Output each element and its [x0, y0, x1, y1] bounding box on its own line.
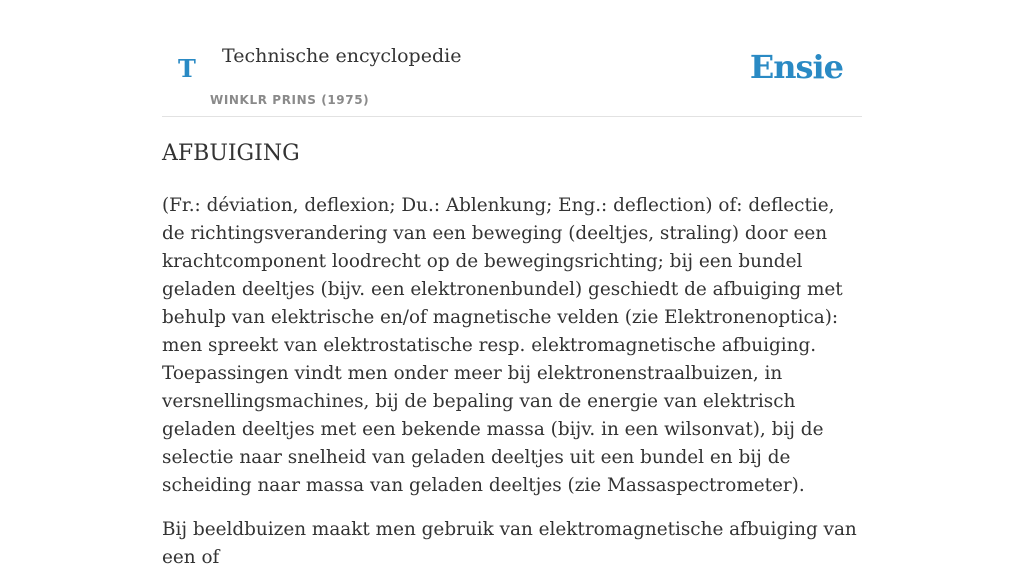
book-logo-icon[interactable]: T: [178, 54, 196, 83]
entry-paragraph: Bij beeldbuizen maakt men gebruik van elektromagnetische afbuiging van een of: [162, 519, 857, 568]
entry-paragraph: (Fr.: déviation, deflexion; Du.: Ablenkung; Eng.: deflection) of: deflectie, de richtingsverandering van een beweging (deeltjes, straling) door een krachtcomponent loodrecht op de bewegingsrichting; bij een bundel geladen deeltjes (bijv. een elektronenbundel) geschiedt de afbuiging met behulp van elektrische en/of magnetische velden (zie Elektronenoptica): men spreekt van elektrostatische resp. elektromagnetische afbuiging. Toepassingen vindt men onder meer bij elektronenstraalbuizen, in versnellingsmachines, bij de bepaling van de energie van elektrisch geladen deeltjes met een bekende massa (bijv. in een wilsonvat), bij de selectie naar snelheid van geladen deeltjes uit een bundel en bij de scheiding naar massa van geladen deeltjes (zie Massaspectrometer).: [162, 195, 843, 496]
book-source: WINKLR PRINS (1975): [210, 93, 370, 107]
entry-title: AFBUIGING: [162, 141, 300, 166]
book-header: [162, 0, 862, 117]
entry-body: [162, 192, 862, 588]
page: [162, 0, 862, 568]
brand-logo[interactable]: Ensie: [749, 48, 843, 86]
book-title-link[interactable]: Technische encyclopedie: [222, 45, 462, 67]
